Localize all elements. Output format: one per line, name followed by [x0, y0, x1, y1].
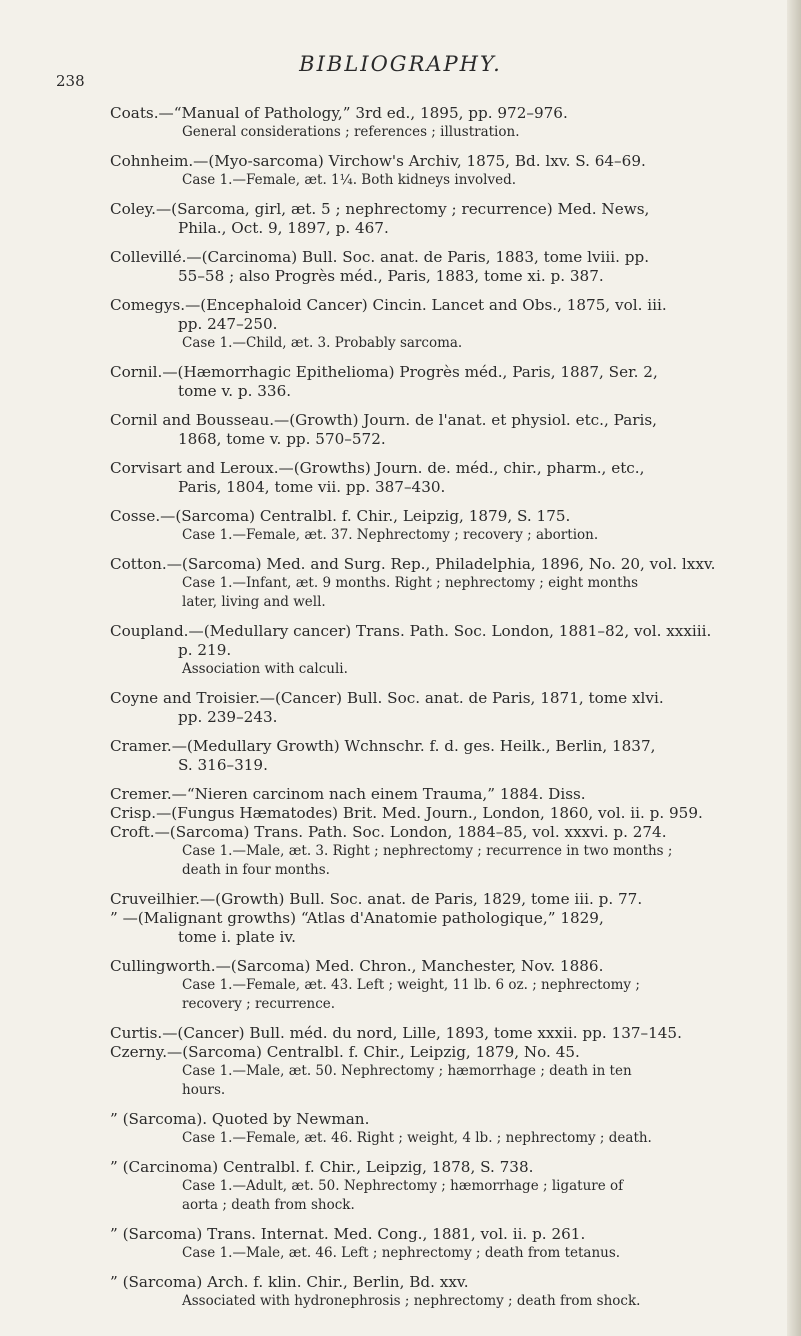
entry-citation-continued: tome v. p. 336.: [178, 382, 292, 400]
entry-note: hours.: [182, 1082, 226, 1098]
bibliography-entry: [110, 507, 770, 545]
entry-note: Case 1.—Female, æt. 1¼. Both kidneys involved.: [182, 172, 517, 188]
entry-citation-continued: Czerny.—(Sarcoma) Centralbl. f. Chir., Leipzig, 1879, No. 45.: [110, 1043, 580, 1061]
entry-note: Association with calculi.: [182, 661, 348, 677]
entry-citation: Coyne and Troisier.—(Cancer) Bull. Soc. anat. de Paris, 1871, tome xlvi.: [110, 689, 664, 707]
entry-note: Case 1.—Male, æt. 50. Nephrectomy ; hæmorrhage ; death in ten: [182, 1063, 632, 1079]
entry-citation: ” (Sarcoma) Arch. f. klin. Chir., Berlin, Bd. xxv.: [110, 1273, 469, 1291]
entry-citation: Coats.—“Manual of Pathology,” 3rd ed., 1895, pp. 972–976.: [110, 104, 568, 122]
bibliography-entry: [110, 363, 770, 401]
entry-citation-continued: Croft.—(Sarcoma) Trans. Path. Soc. London, 1884–85, vol. xxxvi. p. 274.: [110, 823, 667, 841]
bibliography-entry: [110, 890, 770, 947]
entry-note: aorta ; death from shock.: [182, 1197, 355, 1213]
entry-note: recovery ; recurrence.: [182, 996, 336, 1012]
entry-note: Case 1.—Female, æt. 37. Nephrectomy ; recovery ; abortion.: [182, 527, 599, 543]
entry-note: Associated with hydronephrosis ; nephrectomy ; death from shock.: [182, 1293, 641, 1309]
bibliography-entry: [110, 459, 770, 497]
bibliography-entry: [110, 200, 770, 238]
entry-citation: Cruveilhier.—(Growth) Bull. Soc. anat. de Paris, 1829, tome iii. p. 77.: [110, 890, 643, 908]
bibliography-entry: [110, 152, 770, 190]
entry-citation-continued: p. 219.: [178, 641, 232, 659]
entry-note: General considerations ; references ; illustration.: [182, 124, 520, 140]
entry-note: Case 1.—Male, æt. 46. Left ; nephrectomy ; death from tetanus.: [182, 1245, 621, 1261]
entry-note: death in four months.: [182, 862, 330, 878]
entry-citation: Coupland.—(Medullary cancer) Trans. Path. Soc. London, 1881–82, vol. xxxiii.: [110, 622, 712, 640]
entry-citation: Cornil.—(Hæmorrhagic Epithelioma) Progrès méd., Paris, 1887, Ser. 2,: [110, 363, 658, 381]
entry-note: Case 1.—Adult, æt. 50. Nephrectomy ; hæmorrhage ; ligature of: [182, 1178, 624, 1194]
bibliography-entry: [110, 411, 770, 449]
bibliography-entry: [110, 1273, 770, 1311]
page-header: [0, 50, 801, 90]
bibliography-entry: [110, 622, 770, 679]
entry-citation: ” (Carcinoma) Centralbl. f. Chir., Leipzig, 1878, S. 738.: [110, 1158, 534, 1176]
bibliography-entry: [110, 957, 770, 1014]
bibliography-entry: [110, 1225, 770, 1263]
bibliography-entries: [110, 104, 770, 1321]
entry-citation: Collevillé.—(Carcinoma) Bull. Soc. anat. de Paris, 1883, tome lviii. pp.: [110, 248, 650, 266]
entry-note: Case 1.—Infant, æt. 9 months. Right ; nephrectomy ; eight months: [182, 575, 639, 591]
bibliography-entry: [110, 248, 770, 286]
bibliography-entry: [110, 785, 770, 880]
entry-citation-continued: Crisp.—(Fungus Hæmatodes) Brit. Med. Journ., London, 1860, vol. ii. p. 959.: [110, 804, 703, 822]
entry-citation-continued: Paris, 1804, tome vii. pp. 387–430.: [178, 478, 446, 496]
page-edge: [787, 0, 801, 1336]
entry-citation-continued: S. 316–319.: [178, 756, 268, 774]
entry-citation: Curtis.—(Cancer) Bull. méd. du nord, Lille, 1893, tome xxxii. pp. 137–145.: [110, 1024, 682, 1042]
entry-citation: ” (Sarcoma) Trans. Internat. Med. Cong., 1881, vol. ii. p. 261.: [110, 1225, 586, 1243]
entry-citation: ” (Sarcoma). Quoted by Newman.: [110, 1110, 370, 1128]
entry-citation-continued: pp. 239–243.: [178, 708, 278, 726]
bibliography-entry: [110, 737, 770, 775]
entry-citation-continued: pp. 247–250.: [178, 315, 278, 333]
entry-citation: Cosse.—(Sarcoma) Centralbl. f. Chir., Leipzig, 1879, S. 175.: [110, 507, 571, 525]
bibliography-entry: [110, 1110, 770, 1148]
entry-citation-continued: Phila., Oct. 9, 1897, p. 467.: [178, 219, 389, 237]
bibliography-entry: [110, 104, 770, 142]
bibliography-entry: [110, 1158, 770, 1215]
entry-citation: Cullingworth.—(Sarcoma) Med. Chron., Manchester, Nov. 1886.: [110, 957, 604, 975]
entry-note: Case 1.—Female, æt. 46. Right ; weight, 4 lb. ; nephrectomy ; death.: [182, 1130, 652, 1146]
entry-citation: Coley.—(Sarcoma, girl, æt. 5 ; nephrectomy ; recurrence) Med. News,: [110, 200, 650, 218]
entry-citation: Cotton.—(Sarcoma) Med. and Surg. Rep., Philadelphia, 1896, No. 20, vol. lxxv.: [110, 555, 716, 573]
entry-citation: Cramer.—(Medullary Growth) Wchnschr. f. d. ges. Heilk., Berlin, 1837,: [110, 737, 656, 755]
entry-note: Case 1.—Child, æt. 3. Probably sarcoma.: [182, 335, 463, 351]
entry-citation-continued: ” —(Malignant growths) “Atlas d'Anatomie pathologique,” 1829,: [110, 909, 604, 927]
entry-citation-continued: 1868, tome v. pp. 570–572.: [178, 430, 386, 448]
entry-citation: Corvisart and Leroux.—(Growths) Journ. de. méd., chir., pharm., etc.,: [110, 459, 645, 477]
entry-citation: Cohnheim.—(Myo-sarcoma) Virchow's Archiv, 1875, Bd. lxv. S. 64–69.: [110, 152, 646, 170]
entry-citation: Comegys.—(Encephaloid Cancer) Cincin. Lancet and Obs., 1875, vol. iii.: [110, 296, 667, 314]
entry-note: Case 1.—Female, æt. 43. Left ; weight, 11 lb. 6 oz. ; nephrectomy ;: [182, 977, 640, 993]
bibliography-entry: [110, 1024, 770, 1100]
entry-citation-continued: 55–58 ; also Progrès méd., Paris, 1883, tome xi. p. 387.: [178, 267, 604, 285]
bibliography-entry: [110, 689, 770, 727]
entry-citation: Cremer.—“Nieren carcinom nach einem Trauma,” 1884. Diss.: [110, 785, 586, 803]
entry-note: Case 1.—Male, æt. 3. Right ; nephrectomy ; recurrence in two months ;: [182, 843, 673, 859]
bibliography-entry: [110, 296, 770, 353]
entry-citation-continued: tome i. plate iv.: [178, 928, 296, 946]
running-head: BIBLIOGRAPHY.: [299, 52, 502, 76]
entry-citation: Cornil and Bousseau.—(Growth) Journ. de l'anat. et physiol. etc., Paris,: [110, 411, 657, 429]
bibliography-entry: [110, 555, 770, 612]
page-number: 238: [56, 72, 85, 90]
entry-note: later, living and well.: [182, 594, 326, 610]
